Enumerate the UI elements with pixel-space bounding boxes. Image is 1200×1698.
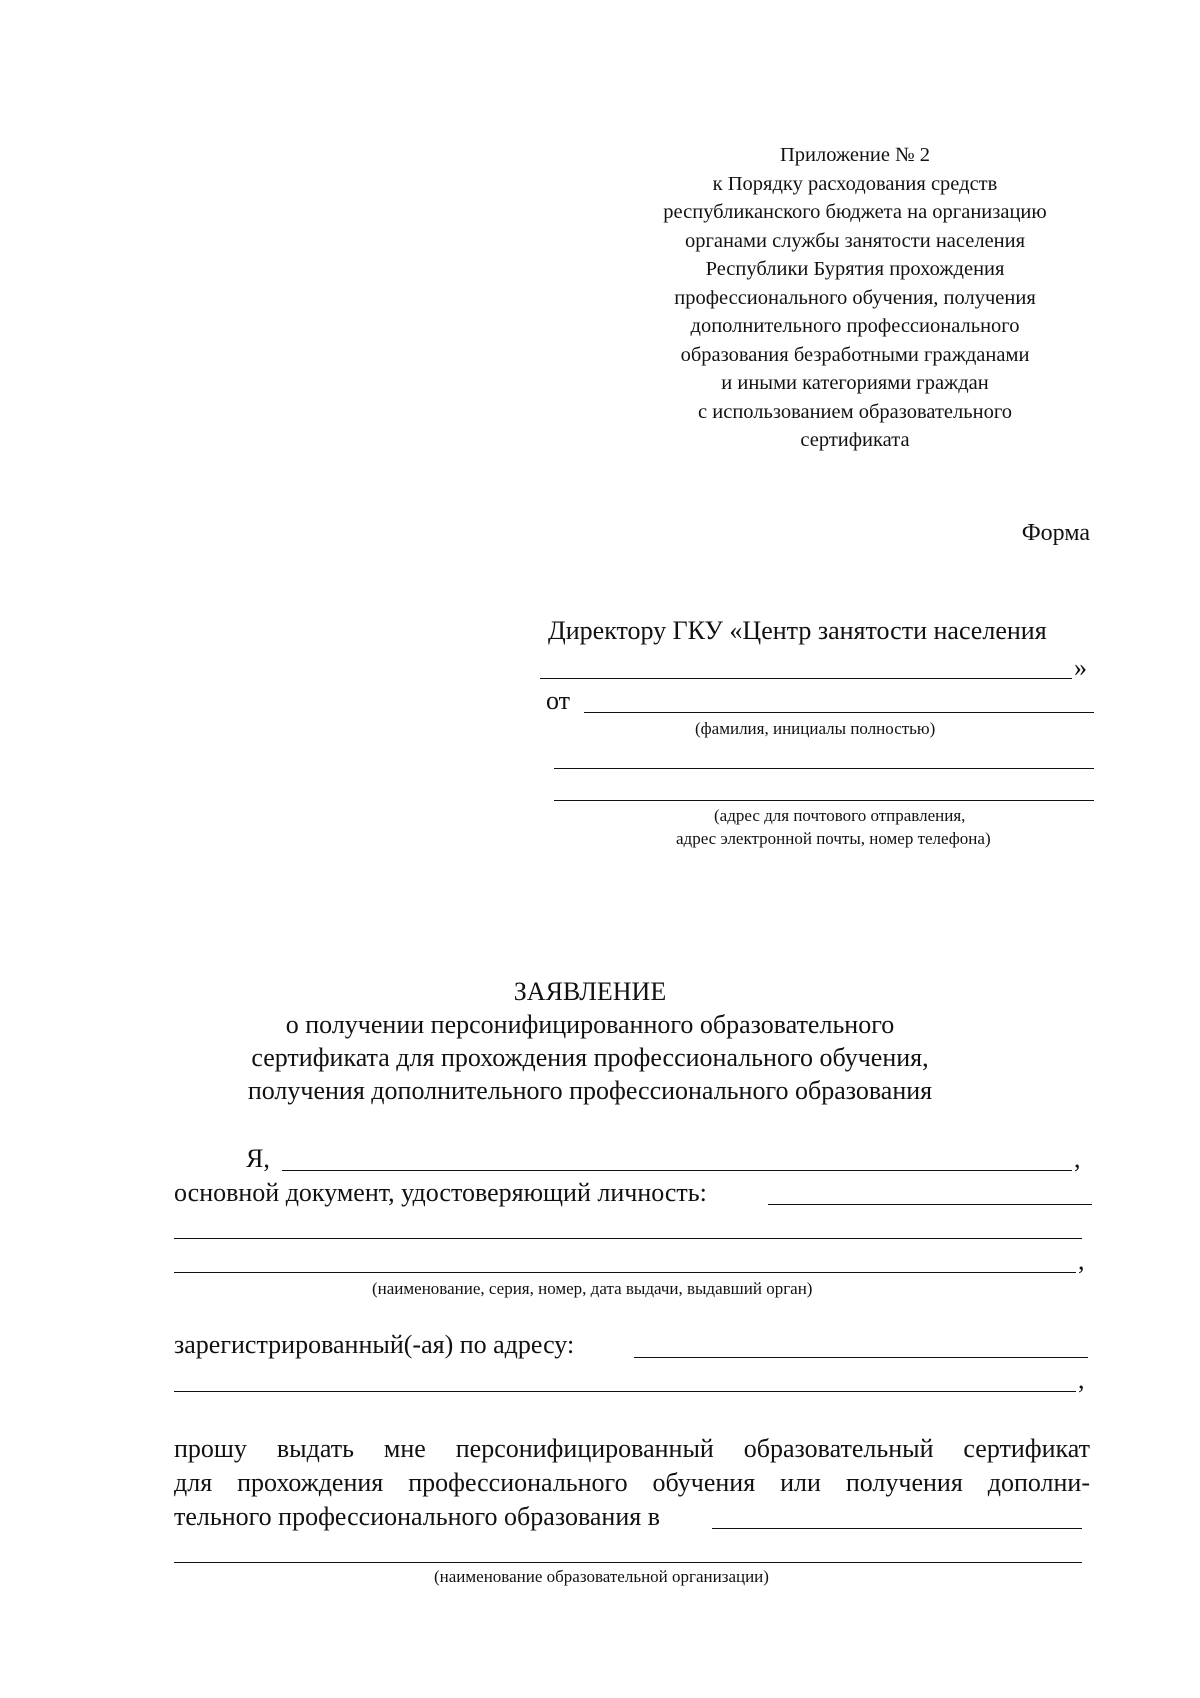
contact-hint-1: (адрес для почтового отправления, <box>714 806 966 825</box>
request-text-line: тельного профессионального образования в <box>174 1502 660 1531</box>
request-text-line: для прохождения профессионального обучения или получения дополни- <box>174 1468 1090 1497</box>
title-subline: получения дополнительного профессионального образования <box>247 1076 933 1105</box>
title-subline: о получении персонифицированного образовательного <box>285 1010 895 1039</box>
i-label: Я, <box>246 1144 270 1173</box>
appendix-header <box>620 141 1090 455</box>
comma: , <box>1078 1365 1085 1394</box>
name-hint: (фамилия, инициалы полностью) <box>695 719 936 738</box>
from-label: от <box>546 686 571 715</box>
organization-hint: (наименование образовательной организации) <box>434 1567 769 1586</box>
id-document-field-3[interactable] <box>174 1272 1076 1273</box>
contact-hint-2: адрес электронной почты, номер телефона) <box>676 829 991 848</box>
id-document-field[interactable] <box>768 1204 1092 1205</box>
appendix-line: Республики Бурятия прохождения <box>705 258 1005 280</box>
appendix-line: Приложение № 2 <box>779 144 931 166</box>
applicant-fullname-field[interactable] <box>282 1170 1072 1171</box>
appendix-line: профессионального обучения, получения <box>674 286 1036 309</box>
form-label: Форма <box>1021 520 1090 546</box>
appendix-line: дополнительного профессионального <box>690 315 1020 337</box>
appendix-line: сертификата <box>800 429 910 451</box>
comma: , <box>1074 1144 1081 1173</box>
addressee-line: Директору ГКУ «Центр занятости населения <box>548 616 1047 645</box>
id-document-hint: (наименование, серия, номер, дата выдачи, выдавший орган) <box>372 1279 813 1298</box>
appendix-line: к Порядку расходования средств <box>712 172 998 195</box>
close-quote: » <box>1074 653 1087 682</box>
request-text-line: прошу выдать мне персонифицированный образовательный сертификат <box>174 1434 1090 1463</box>
center-name-field[interactable] <box>540 678 1072 679</box>
appendix-line: органами службы занятости населения <box>684 229 1026 252</box>
applicant-name-field[interactable] <box>584 712 1094 713</box>
education-organization-field[interactable] <box>712 1528 1082 1529</box>
comma: , <box>1078 1246 1085 1275</box>
education-organization-field-2[interactable] <box>174 1562 1082 1563</box>
registration-address-field-2[interactable] <box>174 1391 1076 1392</box>
appendix-line: республиканского бюджета на организацию <box>663 201 1047 223</box>
title-heading: ЗАЯВЛЕНИЕ <box>513 977 667 1006</box>
registration-address-field[interactable] <box>634 1357 1088 1358</box>
contact-field-2[interactable] <box>554 800 1094 801</box>
registration-label: зарегистрированный(-ая) по адресу: <box>174 1330 575 1359</box>
appendix-line: образования безработными гражданами <box>680 343 1030 366</box>
id-document-label: основной документ, удостоверяющий личность: <box>174 1178 707 1207</box>
id-document-field-2[interactable] <box>174 1238 1082 1239</box>
contact-field-1[interactable] <box>554 768 1094 769</box>
title-subline: сертификата для прохождения профессионального обучения, <box>251 1043 929 1072</box>
appendix-line: и иными категориями граждан <box>721 372 989 394</box>
appendix-line: с использованием образовательного <box>698 400 1012 423</box>
statement-title <box>180 975 1000 1107</box>
